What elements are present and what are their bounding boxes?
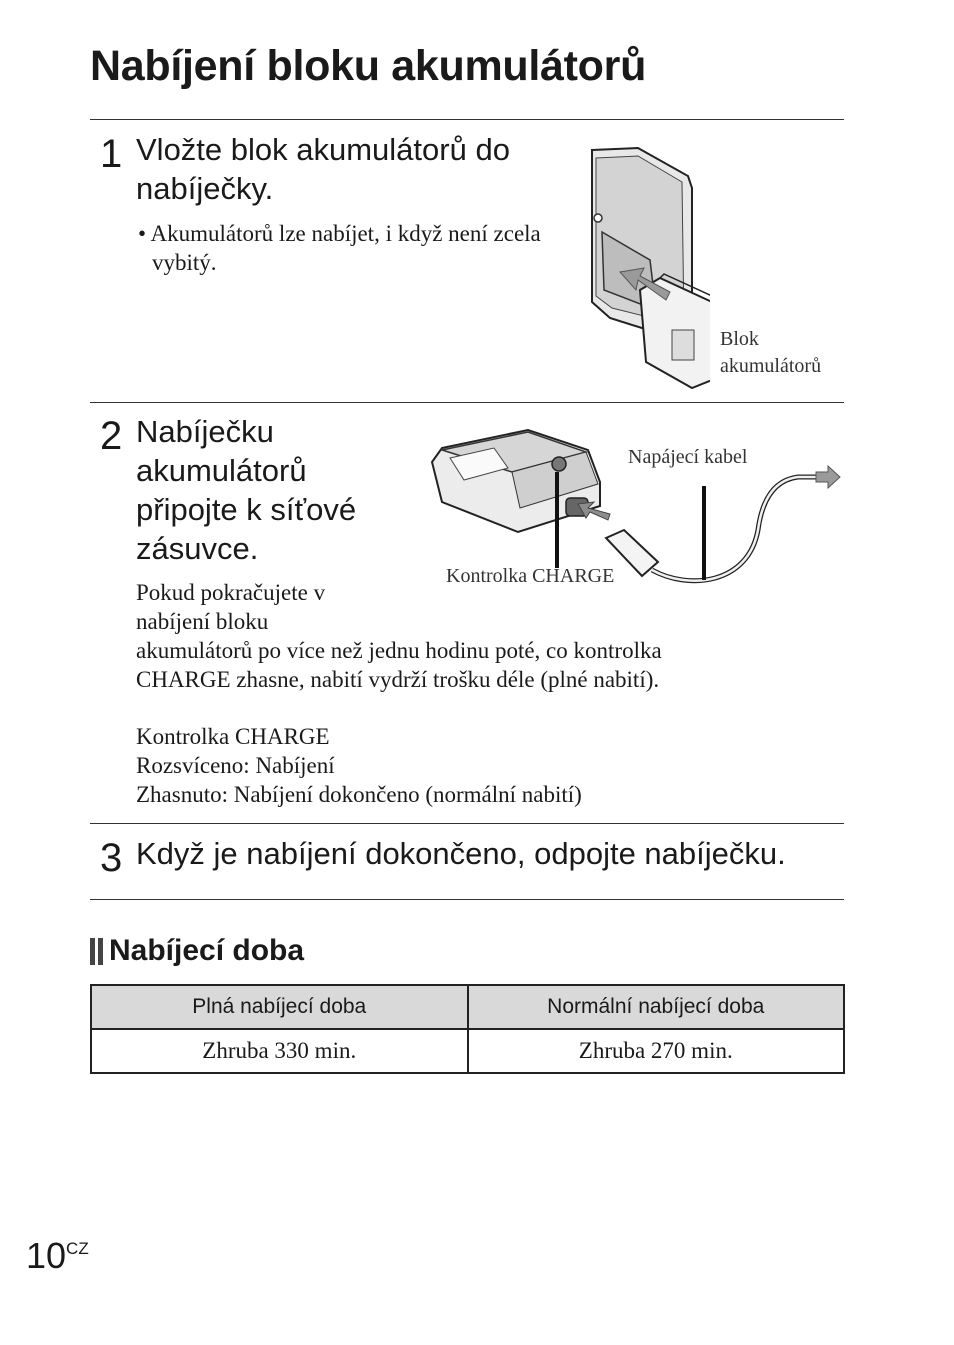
- divider: [90, 823, 844, 824]
- step-1-bullet: • Akumulátorů lze nabíjet, i když není zcela vybitý.: [138, 221, 541, 275]
- step-2-title: Nabíječku akumulátorů připojte k síťové zásuvce.: [136, 414, 357, 566]
- lamp-legend-line: Zhasnuto: Nabíjení dokončeno (normální nabití): [136, 782, 582, 807]
- charge-lamp-legend: [136, 722, 582, 809]
- lamp-legend-line: Kontrolka CHARGE: [136, 724, 330, 749]
- step-3-number: 3: [100, 836, 123, 880]
- page-number-value: 10: [26, 1235, 67, 1276]
- divider: [90, 119, 844, 120]
- charging-time-table: [90, 984, 845, 1074]
- step-3-title: Když je nabíjení dokončeno, odpojte nabíječku.: [136, 836, 786, 871]
- table-row: [91, 1029, 844, 1073]
- table-header-cell: Plná nabíjecí doba: [91, 985, 468, 1029]
- page-number: [26, 1235, 89, 1277]
- divider: [90, 899, 844, 900]
- page-number-suffix: CZ: [66, 1239, 89, 1258]
- table-header-row: [91, 985, 844, 1029]
- step-2-number: 2: [100, 414, 123, 458]
- heading-marker-icon: [90, 938, 95, 965]
- charging-time-heading-text: Nabíjecí doba: [109, 934, 305, 967]
- heading-marker-icon: [98, 938, 103, 965]
- body-line: CHARGE zhasne, nabití vydrží trošku déle (plné nabití).: [136, 667, 660, 692]
- divider: [90, 402, 844, 403]
- battery-insert-illustration: [580, 140, 710, 390]
- body-line: Pokud pokračujete v: [136, 580, 326, 605]
- page-title: Nabíjení bloku akumulátorů: [90, 42, 647, 90]
- step-2-body: [136, 578, 662, 694]
- step-1-number: 1: [100, 132, 123, 176]
- battery-label-line-1: Blok: [720, 328, 759, 350]
- charging-time-heading: [90, 934, 304, 968]
- step-1-title: Vložte blok akumulátorů do nabíječky.: [136, 132, 510, 206]
- battery-label-line-2: akumulátorů: [720, 355, 822, 377]
- body-line: akumulátorů po více než jednu hodinu poté, co kontrolka: [136, 638, 662, 663]
- body-line: nabíjení bloku: [136, 609, 269, 634]
- table-cell: Zhruba 330 min.: [91, 1029, 468, 1073]
- lamp-legend-line: Rozsvíceno: Nabíjení: [136, 753, 335, 778]
- power-cable-label: Napájecí kabel: [628, 446, 748, 468]
- table-header-cell: Normální nabíjecí doba: [468, 985, 845, 1029]
- table-cell: Zhruba 270 min.: [468, 1029, 845, 1073]
- charge-lamp-label: Kontrolka CHARGE: [446, 565, 615, 587]
